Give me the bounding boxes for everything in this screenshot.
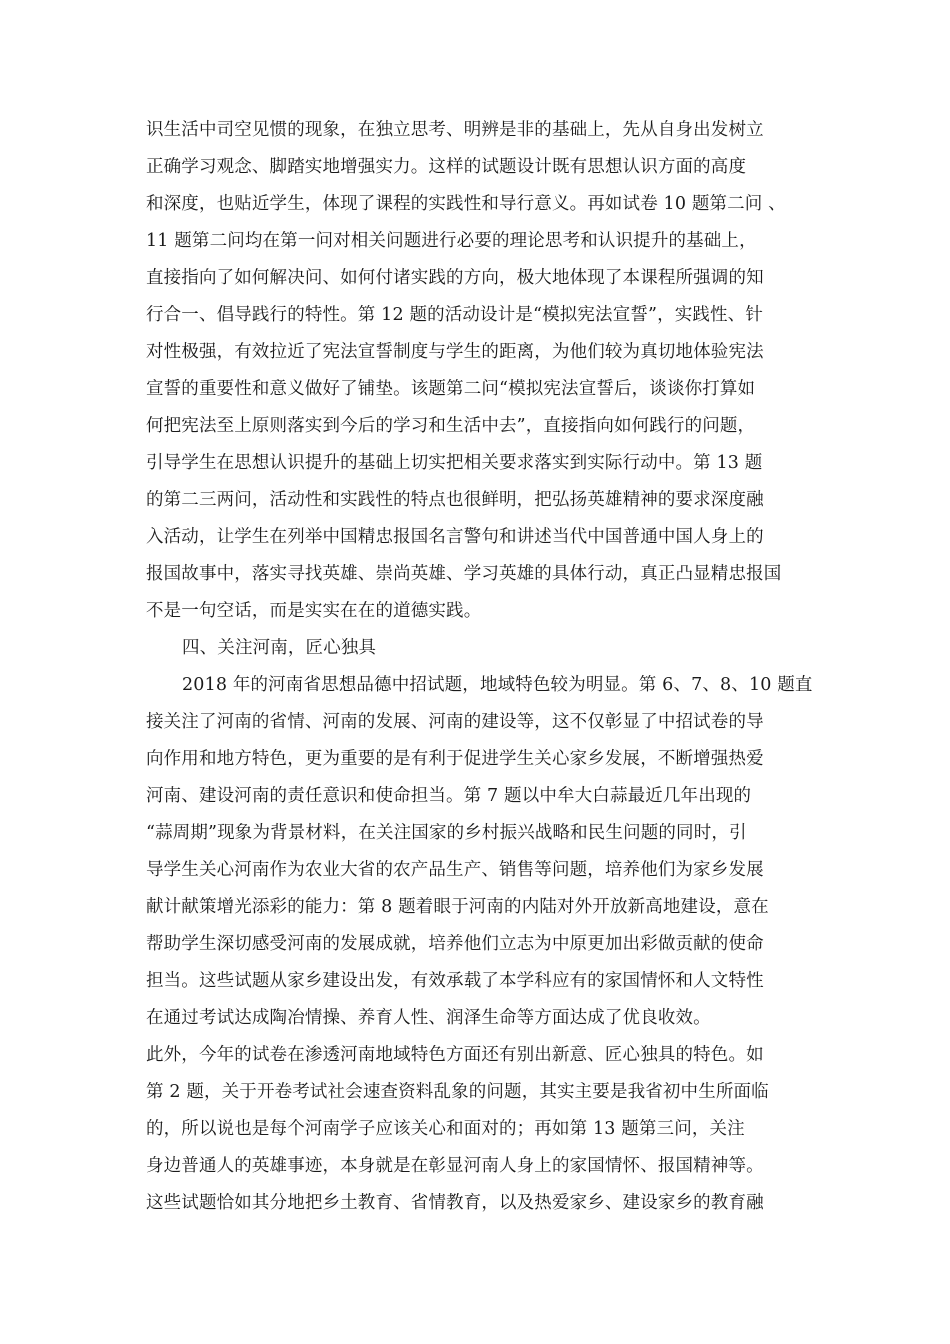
text-line: 的第二三两问，活动性和实践性的特点也很鲜明，把弘扬英雄精神的要求深度融	[146, 490, 764, 510]
text-line: 导学生关心河南作为农业大省的农产品生产、销售等问题，培养他们为家乡发展	[146, 860, 764, 880]
text-line: 的，所以说也是每个河南学子应该关心和面对的；再如第 13 题第三问，关注	[146, 1119, 745, 1139]
text-line: 报国故事中，落实寻找英雄、崇尚英雄、学习英雄的具体行动，真正凸显精忠报国	[146, 564, 782, 584]
text-line: 第 2 题，关于开卷考试社会速查资料乱象的问题，其实主要是我省初中生所面临	[146, 1082, 769, 1102]
text-line: 献计献策增光添彩的能力：第 8 题着眼于河南的内陆对外开放新高地建设，意在	[146, 897, 769, 917]
text-line: 宣誓的重要性和意义做好了铺垫。该题第二问“模拟宪法宣誓后，谈谈你打算如	[146, 379, 756, 399]
text-line: 何把宪法至上原则落实到今后的学习和生活中去”，直接指向如何践行的问题，	[146, 416, 756, 436]
text-line: 向作用和地方特色，更为重要的是有利于促进学生关心家乡发展，不断增强热爱	[146, 749, 764, 769]
section-heading: 四、关注河南，匠心独具	[182, 638, 377, 658]
text-line: “蒜周期”现象为背景材料，在关注国家的乡村振兴战略和民生问题的同时，引	[146, 823, 747, 843]
text-line: 识生活中司空见惯的现象，在独立思考、明辨是非的基础上，先从自身出发树立	[146, 120, 764, 140]
text-line: 身边普通人的英雄事迹，本身就是在彰显河南人身上的家国情怀、报国精神等。	[146, 1156, 764, 1176]
text-line: 担当。这些试题从家乡建设出发，有效承载了本学科应有的家国情怀和人文特性	[146, 971, 764, 991]
text-line: 2018 年的河南省思想品德中招试题，地域特色较为明显。第 6、7、8、10 题直	[182, 675, 813, 695]
text-line: 接关注了河南的省情、河南的发展、河南的建设等，这不仅彰显了中招试卷的导	[146, 712, 764, 732]
text-line: 行合一、倡导践行的特性。第 12 题的活动设计是“模拟宪法宣誓”，实践性、针	[146, 305, 763, 325]
text-line: 和深度，也贴近学生，体现了课程的实践性和导行意义。再如试卷 10 题第二问 、	[146, 194, 786, 214]
text-line: 直接指向了如何解决问、如何付诸实践的方向，极大地体现了本课程所强调的知	[146, 268, 764, 288]
text-line: 这些试题恰如其分地把乡土教育、省情教育，以及热爱家乡、建设家乡的教育融	[146, 1193, 764, 1213]
text-line: 帮助学生深切感受河南的发展成就，培养他们立志为中原更加出彩做贡献的使命	[146, 934, 764, 954]
text-line: 在通过考试达成陶冶情操、养育人性、润泽生命等方面达成了优良收效。	[146, 1008, 711, 1028]
text-line: 正确学习观念、脚踏实地增强实力。这样的试题设计既有思想认识方面的高度	[146, 157, 747, 177]
text-line: 不是一句空话，而是实实在在的道德实践。	[146, 601, 482, 621]
text-line: 入活动，让学生在列举中国精忠报国名言警句和讲述当代中国普通中国人身上的	[146, 527, 764, 547]
text-line: 河南、建设河南的责任意识和使命担当。第 7 题以中牟大白蒜最近几年出现的	[146, 786, 752, 806]
text-line: 对性极强，有效拉近了宪法宣誓制度与学生的距离，为他们较为真切地体验宪法	[146, 342, 764, 362]
text-line: 引导学生在思想认识提升的基础上切实把相关要求落实到实际行动中。第 13 题	[146, 453, 763, 473]
text-line: 此外，今年的试卷在渗透河南地域特色方面还有别出新意、匠心独具的特色。如	[146, 1045, 764, 1065]
text-line: 11 题第二问均在第一问对相关问题进行必要的理论思考和认识提升的基础上，	[146, 231, 757, 251]
